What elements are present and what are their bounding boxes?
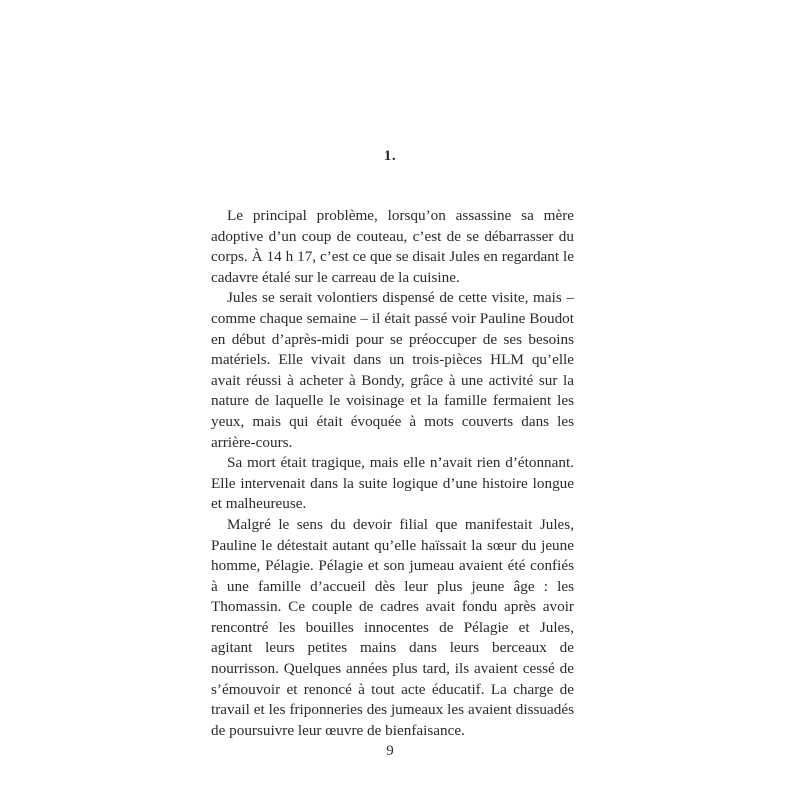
paragraph: Sa mort était tragique, mais elle n’avait rien d’étonnant. Elle intervenait dans la suite logique d’une histoire longue et malheureuse. [211, 454, 574, 513]
paragraph: Jules se serait volontiers dispensé de cette visite, mais – comme chaque semaine – il était passé voir Pauline Boudot en début d’après-midi pour se préoccuper de ses besoins matériels. Elle vivait dans un trois-pièces HLM qu’elle avait réussi à acheter à Bondy, grâce à une activité sur la nature de laquelle le voisinage et la famille fermaient les yeux, mais qui était évoquée à mots couverts dans les arrière-cours. [211, 289, 574, 451]
paragraph: Le principal problème, lorsqu’on assassine sa mère adoptive d’un coup de couteau, c’est de se débarrasser du corps. À 14 h 17, c’est ce que se disait Jules en regardant le cadavre étalé sur le carreau de la cuisine. [211, 207, 574, 286]
paragraph: Malgré le sens du devoir filial que manifestait Jules, Pauline le détestait autant qu’elle haïssait la sœur du jeune homme, Pélagie. Pélagie et son jumeau avaient été confiés à une famille d’accueil dès leur plus jeune âge : les Thomassin. Ce couple de cadres avait fondu après avoir rencontré les bouilles innocentes de Pélagie et Jules, agitant leurs petites mains dans leurs berceaux de nourrisson. Quelques années plus tard, ils avaient cessé de s’émouvoir et renoncé à tout acte éducatif. La charge de travail et les friponneries des jumeaux les avaient dissuadés de poursuivre leur œuvre de bienfaisance. [211, 515, 574, 739]
chapter-number: 1. [383, 148, 397, 164]
body-text [211, 206, 574, 741]
page-number: 9 [386, 743, 394, 759]
